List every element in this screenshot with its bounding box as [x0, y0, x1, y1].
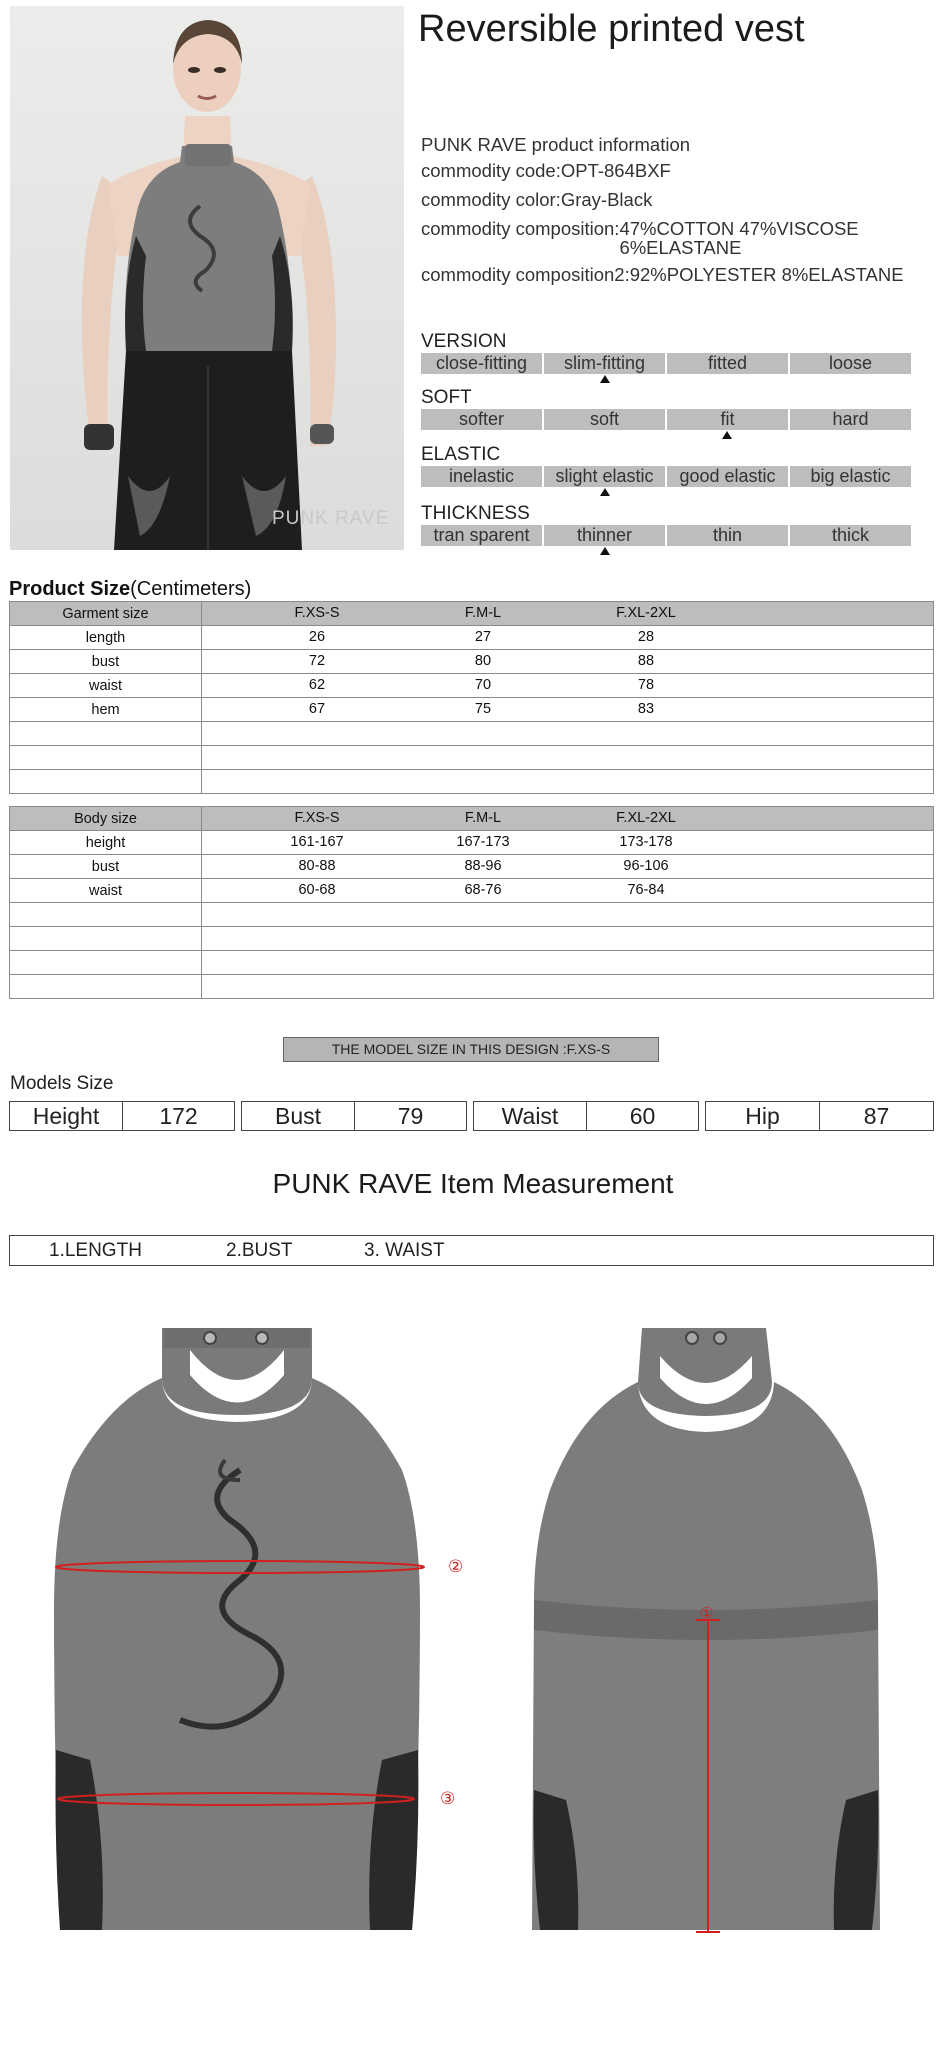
- scale-option: slim-fitting: [544, 353, 665, 374]
- table-row-empty: [10, 746, 934, 770]
- commodity-composition2: [421, 265, 904, 285]
- table-cell: 173-178: [619, 834, 673, 850]
- table-cell: 75: [474, 701, 492, 717]
- scale-option: hard: [790, 409, 911, 430]
- header-cell: Body size: [10, 807, 202, 831]
- selected-marker-icon: [600, 488, 610, 496]
- scale-label: ELASTIC: [421, 444, 501, 465]
- table-row-empty: [10, 975, 934, 999]
- table-cell: 26: [308, 629, 326, 645]
- scale-option: thin: [667, 525, 788, 546]
- header-cell: F.XS-S: [294, 605, 340, 621]
- info-heading: PUNK RAVE product information: [421, 134, 691, 155]
- model-measure-value: 87: [863, 1103, 890, 1129]
- selected-marker-icon: [600, 375, 610, 383]
- composition-value: 47%COTTON 47%VISCOSE 6%ELASTANE: [619, 218, 859, 258]
- commodity-composition: [421, 219, 919, 257]
- garment-back-view: [520, 1320, 900, 1940]
- model-measure-label: Waist: [474, 1102, 587, 1130]
- row-label: bust: [10, 855, 202, 879]
- model-waist-box: [473, 1101, 699, 1131]
- measurement-title: PUNK RAVE Item Measurement: [272, 1168, 674, 1199]
- table-cell: 60-68: [298, 882, 336, 898]
- table-cell: 68-76: [464, 882, 502, 898]
- table-row: [10, 650, 934, 674]
- commodity-color: [421, 190, 652, 210]
- scale-option: loose: [790, 353, 911, 374]
- table-row-empty: [10, 951, 934, 975]
- scale-option: fitted: [667, 353, 788, 374]
- table-cell: 80-88: [298, 858, 336, 874]
- scale-label: VERSION: [421, 331, 507, 352]
- row-label: length: [10, 626, 202, 650]
- header-cell: F.M-L: [464, 810, 502, 826]
- scale-thickness: [421, 503, 911, 558]
- table-row: [10, 626, 934, 650]
- model-height-box: [9, 1101, 235, 1131]
- table-cell: 27: [474, 629, 492, 645]
- table-row-empty: [10, 903, 934, 927]
- commodity-code: [421, 161, 671, 181]
- scale-soft: [421, 387, 911, 442]
- code-value: OPT-864BXF: [560, 160, 671, 181]
- marker-length: ①: [700, 1604, 714, 1622]
- table-row: [10, 698, 934, 722]
- scale-option: thick: [790, 525, 911, 546]
- garment-front-view: [50, 1320, 480, 1940]
- table-cell: 72: [308, 653, 326, 669]
- model-size-note: THE MODEL SIZE IN THIS DESIGN :F.XS-S: [283, 1037, 659, 1062]
- table-cell: 167-173: [456, 834, 510, 850]
- table-cell: 28: [637, 629, 655, 645]
- scale-option: close-fitting: [421, 353, 542, 374]
- product-title: Reversible printed vest: [418, 8, 805, 50]
- table-cell: 76-84: [627, 882, 665, 898]
- model-measure-label: Bust: [242, 1102, 355, 1130]
- model-bust-box: [241, 1101, 467, 1131]
- table-row: [10, 674, 934, 698]
- table-header-row: [10, 807, 934, 831]
- table-cell: 83: [637, 701, 655, 717]
- table-row-empty: [10, 722, 934, 746]
- model-measure-value: 172: [159, 1103, 198, 1129]
- header-cell: F.XL-2XL: [616, 810, 676, 826]
- color-label: commodity color:: [421, 189, 561, 210]
- table-cell: 88: [637, 653, 655, 669]
- model-hip-box: [705, 1101, 934, 1131]
- table-row: [10, 879, 934, 903]
- header-cell: F.M-L: [464, 605, 502, 621]
- composition-label: commodity composition:: [421, 218, 620, 239]
- scale-label: SOFT: [421, 387, 472, 408]
- table-cell: 161-167: [290, 834, 344, 850]
- composition2-label: commodity composition2:: [421, 264, 630, 285]
- scale-option: good elastic: [667, 466, 788, 487]
- scale-elastic: [421, 444, 911, 499]
- table-row: [10, 855, 934, 879]
- selected-marker-icon: [600, 547, 610, 555]
- header-cell: F.XL-2XL: [616, 605, 676, 621]
- table-row-empty: [10, 927, 934, 951]
- row-label: waist: [10, 879, 202, 903]
- model-measure-value: 79: [397, 1103, 424, 1129]
- body-size-table: [9, 806, 934, 999]
- scale-option: tran sparent: [421, 525, 542, 546]
- row-label: height: [10, 831, 202, 855]
- table-cell: 78: [637, 677, 655, 693]
- legend-bust: 2.BUST: [226, 1240, 293, 1261]
- composition2-value: 92%POLYESTER 8%ELASTANE: [629, 264, 904, 285]
- scale-label: THICKNESS: [421, 503, 530, 524]
- model-measure-label: Height: [10, 1102, 123, 1130]
- scale-option: softer: [421, 409, 542, 430]
- color-value: Gray-Black: [560, 189, 653, 210]
- model-measure-label: Hip: [706, 1102, 820, 1130]
- model-measure-value: 60: [629, 1103, 656, 1129]
- scale-option: fit: [667, 409, 788, 430]
- model-photo: [10, 6, 404, 550]
- scale-option: thinner: [544, 525, 665, 546]
- photo-watermark: PUNK RAVE: [272, 508, 390, 529]
- scale-option: inelastic: [421, 466, 542, 487]
- table-cell: 96-106: [623, 858, 669, 874]
- selected-marker-icon: [722, 431, 732, 439]
- table-row-empty: [10, 770, 934, 794]
- table-cell: 80: [474, 653, 492, 669]
- code-label: commodity code:: [421, 160, 561, 181]
- scale-version: [421, 331, 911, 386]
- table-cell: 62: [308, 677, 326, 693]
- garment-size-table: [9, 601, 934, 794]
- table-cell: 88-96: [464, 858, 502, 874]
- product-size-title-unit: (Centimeters): [130, 578, 252, 600]
- row-label: hem: [10, 698, 202, 722]
- measurement-legend: [9, 1235, 934, 1266]
- table-cell: 70: [474, 677, 492, 693]
- table-row: [10, 831, 934, 855]
- legend-waist: 3. WAIST: [364, 1240, 445, 1261]
- row-label: waist: [10, 674, 202, 698]
- legend-length: 1.LENGTH: [49, 1240, 142, 1261]
- marker-waist: ③: [440, 1789, 456, 1809]
- models-size-title: Models Size: [10, 1073, 114, 1094]
- scale-option: big elastic: [790, 466, 911, 487]
- marker-bust: ②: [448, 1557, 464, 1577]
- header-cell: Garment size: [10, 602, 202, 626]
- row-label: bust: [10, 650, 202, 674]
- table-header-row: [10, 602, 934, 626]
- model-illustration: [10, 6, 404, 550]
- header-cell: F.XS-S: [294, 810, 340, 826]
- scale-option: soft: [544, 409, 665, 430]
- scale-option: slight elastic: [544, 466, 665, 487]
- table-cell: 67: [308, 701, 326, 717]
- product-size-title-bold: Product Size: [9, 578, 131, 600]
- product-size-title: [9, 578, 251, 601]
